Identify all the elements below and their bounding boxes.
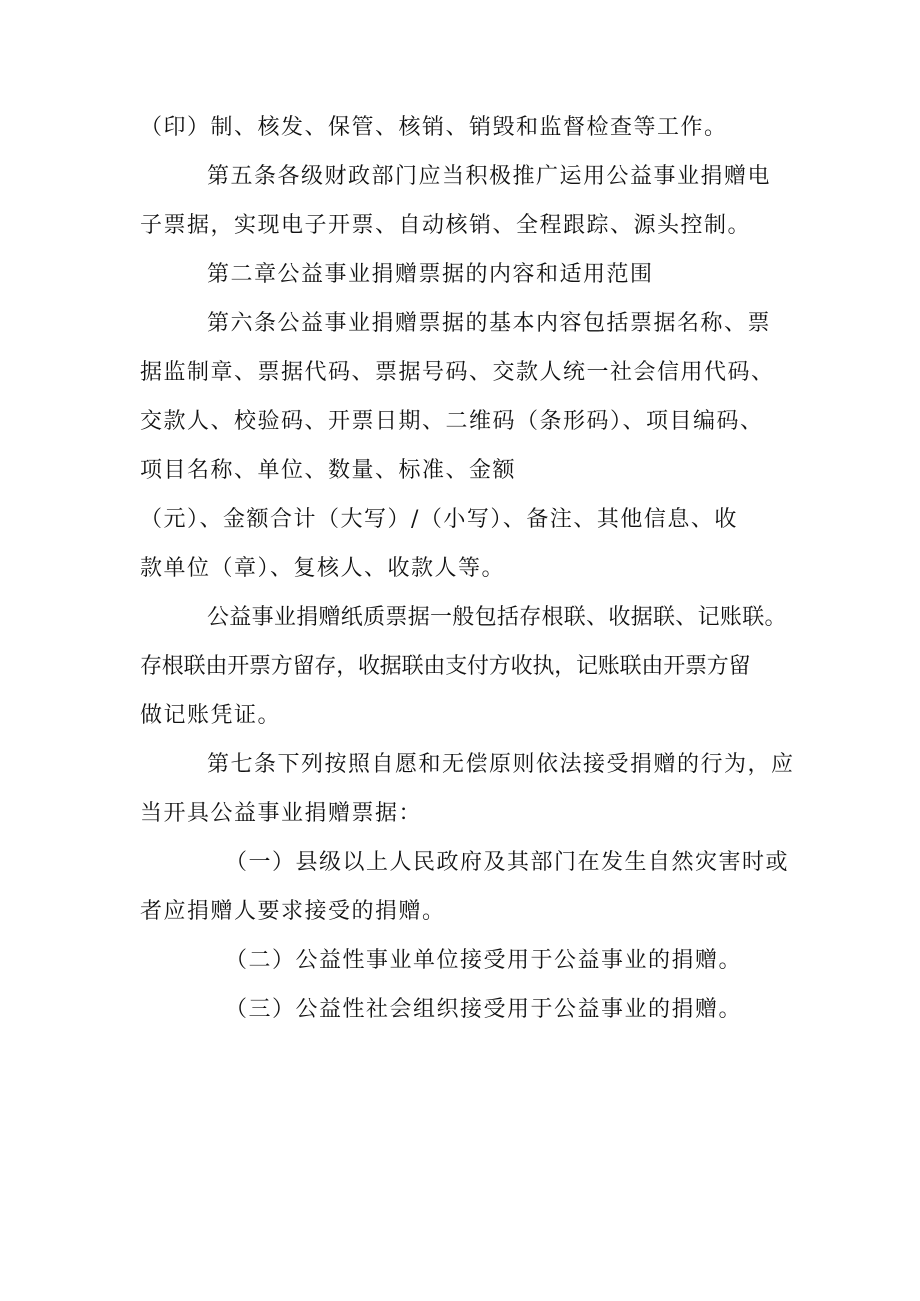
text-line-7: 交款人、校验码、开票日期、二维码（条形码）、项目编码、 [140, 409, 764, 434]
text-line-3: 子票据，实现电子开票、自动核销、全程跟踪、源头控制。 [140, 213, 752, 238]
section-heading-chapter-2: 第二章公益事业捐赠票据的内容和适用范围 [207, 262, 654, 287]
list-item-2: （二）公益性事业单位接受用于公益事业的捐赠。 [225, 948, 743, 973]
text-line-6: 据监制章、票据代码、票据号码、交款人统一社会信用代码、 [140, 360, 775, 385]
list-item-1-line-2: 者应捐赠人要求接受的捐赠。 [140, 899, 446, 924]
text-line-10: 款单位（章）、复核人、收款人等。 [140, 556, 506, 581]
text-line-14: 第七条下列按照自愿和无偿原则依法接受捐赠的行为，应 [207, 752, 795, 777]
list-item-1-line-1: （一）县级以上人民政府及其部门在发生自然灾害时或 [225, 850, 790, 875]
text-line-13: 做记账凭证。 [140, 703, 282, 728]
text-line-8: 项目名称、单位、数量、标准、金额 [140, 458, 517, 483]
text-line-15: 当开具公益事业捐赠票据： [140, 801, 423, 826]
text-line-1: （印）制、核发、保管、核销、销毁和监督检查等工作。 [140, 115, 728, 140]
text-line-9: （元）、金额合计（大写）/（小写）、备注、其他信息、收 [140, 507, 738, 532]
text-line-11: 公益事业捐赠纸质票据一般包括存根联、收据联、记账联。 [207, 605, 787, 630]
text-line-12: 存根联由开票方留存，收据联由支付方收执，记账联由开票方留 [140, 654, 751, 679]
text-line-5: 第六条公益事业捐赠票据的基本内容包括票据名称、票 [207, 311, 772, 336]
list-item-3: （三）公益性社会组织接受用于公益事业的捐赠。 [225, 997, 743, 1022]
text-line-2: 第五条各级财政部门应当积极推广运用公益事业捐赠电 [207, 164, 772, 189]
